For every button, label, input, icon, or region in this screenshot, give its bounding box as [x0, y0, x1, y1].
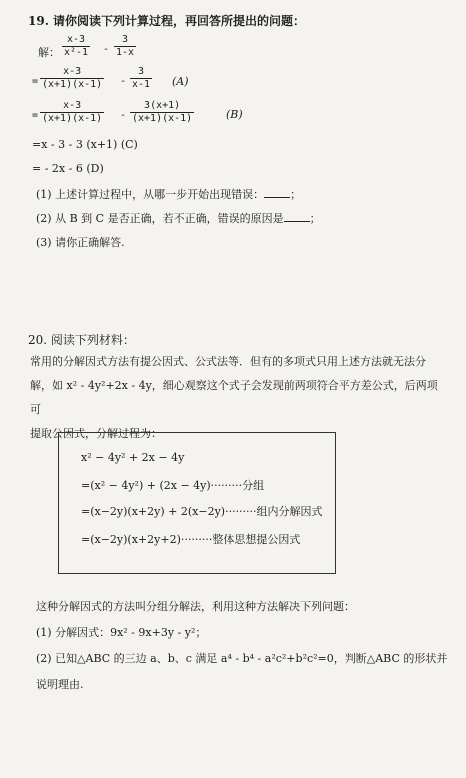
step-c-line: =x - 3 - 3 (x+1) (C)	[32, 138, 138, 151]
q20-para4: 这种分解因式的方法叫分组分解法，利用这种方法解决下列问题：	[36, 600, 355, 613]
q20-sub2: (2) 已知△ABC 的三边 a、b、c 满足 a⁴ - b⁴ - a²c²+b²c²=0，判断△ABC 的形状并	[36, 652, 448, 665]
step-d-line: = - 2x - 6 (D)	[32, 162, 104, 175]
fraction-numerator: x-3	[63, 66, 82, 77]
fraction-numerator: 3	[138, 66, 145, 77]
fraction-denominator: (x+1)(x-1)	[42, 113, 103, 124]
l3-fraction-2	[130, 100, 194, 125]
fraction-denominator: (x+1)(x-1)	[42, 79, 103, 90]
step-tag-a: (A)	[172, 75, 189, 88]
answer-blank[interactable]	[284, 212, 310, 222]
q19-title: 19. 请你阅读下列计算过程，再回答所提出的问题：	[28, 14, 306, 28]
q20-para2: 解，如 x² - 4y²+2x - 4y，细心观察这个式子会发现前两项符合平方差公式，后两项可	[30, 379, 438, 416]
q19-sub1-text: (1) 上述计算过程中，从哪一步开始出现错误：	[36, 188, 265, 201]
q20-sub2-cont: 说明理由.	[36, 678, 84, 691]
box-line-4: =(x−2y)(x+2y+2)·········整体思想提公因式	[81, 533, 301, 546]
q20-para1: 常用的分解因式方法有提公因式、公式法等．但有的多项式只用上述方法就无法分	[30, 355, 426, 368]
fraction-denominator: x-1	[132, 79, 151, 90]
l1-operator: -	[103, 44, 110, 55]
q19-sub3: (3) 请你正确解答.	[36, 236, 125, 249]
box-line-1: x² − 4y² + 2x − 4y	[81, 451, 185, 464]
fraction-denominator: (x+1)(x-1)	[132, 113, 193, 124]
q20-para3: 提取公因式，分解过程为：	[30, 427, 162, 440]
l2-equals: =	[32, 76, 39, 87]
q19-sub1-end: ；	[290, 188, 302, 201]
l2-fraction-1	[40, 66, 104, 91]
fraction-numerator: 3(x+1)	[144, 100, 181, 111]
q19-sub2-text: (2) 从 B 到 C 是否正确，若不正确，错误的原因是	[36, 212, 284, 225]
box-line-3: =(x−2y)(x+2y) + 2(x−2y)·········组内分解因式	[81, 505, 323, 518]
box-line-2: =(x² − 4y²) + (2x − 4y)·········分组	[81, 479, 265, 492]
l1-fraction-2	[114, 34, 136, 59]
l2-operator: -	[120, 76, 127, 87]
answer-blank[interactable]	[264, 188, 290, 198]
q19-sub1	[36, 186, 301, 202]
l1-fraction-1	[62, 34, 90, 59]
solve-label: 解：	[38, 46, 60, 59]
fraction-denominator: 1-x	[116, 47, 135, 58]
l3-operator: -	[120, 110, 127, 121]
q19-sub2	[36, 210, 321, 226]
q20-title: 20. 阅读下列材料：	[28, 333, 135, 347]
step-tag-b: (B)	[226, 108, 243, 121]
l3-equals: =	[32, 110, 39, 121]
q20-sub1: (1) 分解因式：9x² - 9x+3y - y²；	[36, 626, 207, 639]
fraction-numerator: x-3	[63, 100, 82, 111]
factoring-process-box	[58, 432, 336, 574]
fraction-numerator: x-3	[67, 34, 86, 45]
q19-sub2-end: ；	[309, 212, 321, 225]
l2-fraction-2	[130, 66, 152, 91]
fraction-numerator: 3	[122, 34, 129, 45]
fraction-denominator: x²-1	[64, 47, 89, 58]
l3-fraction-1	[40, 100, 104, 125]
